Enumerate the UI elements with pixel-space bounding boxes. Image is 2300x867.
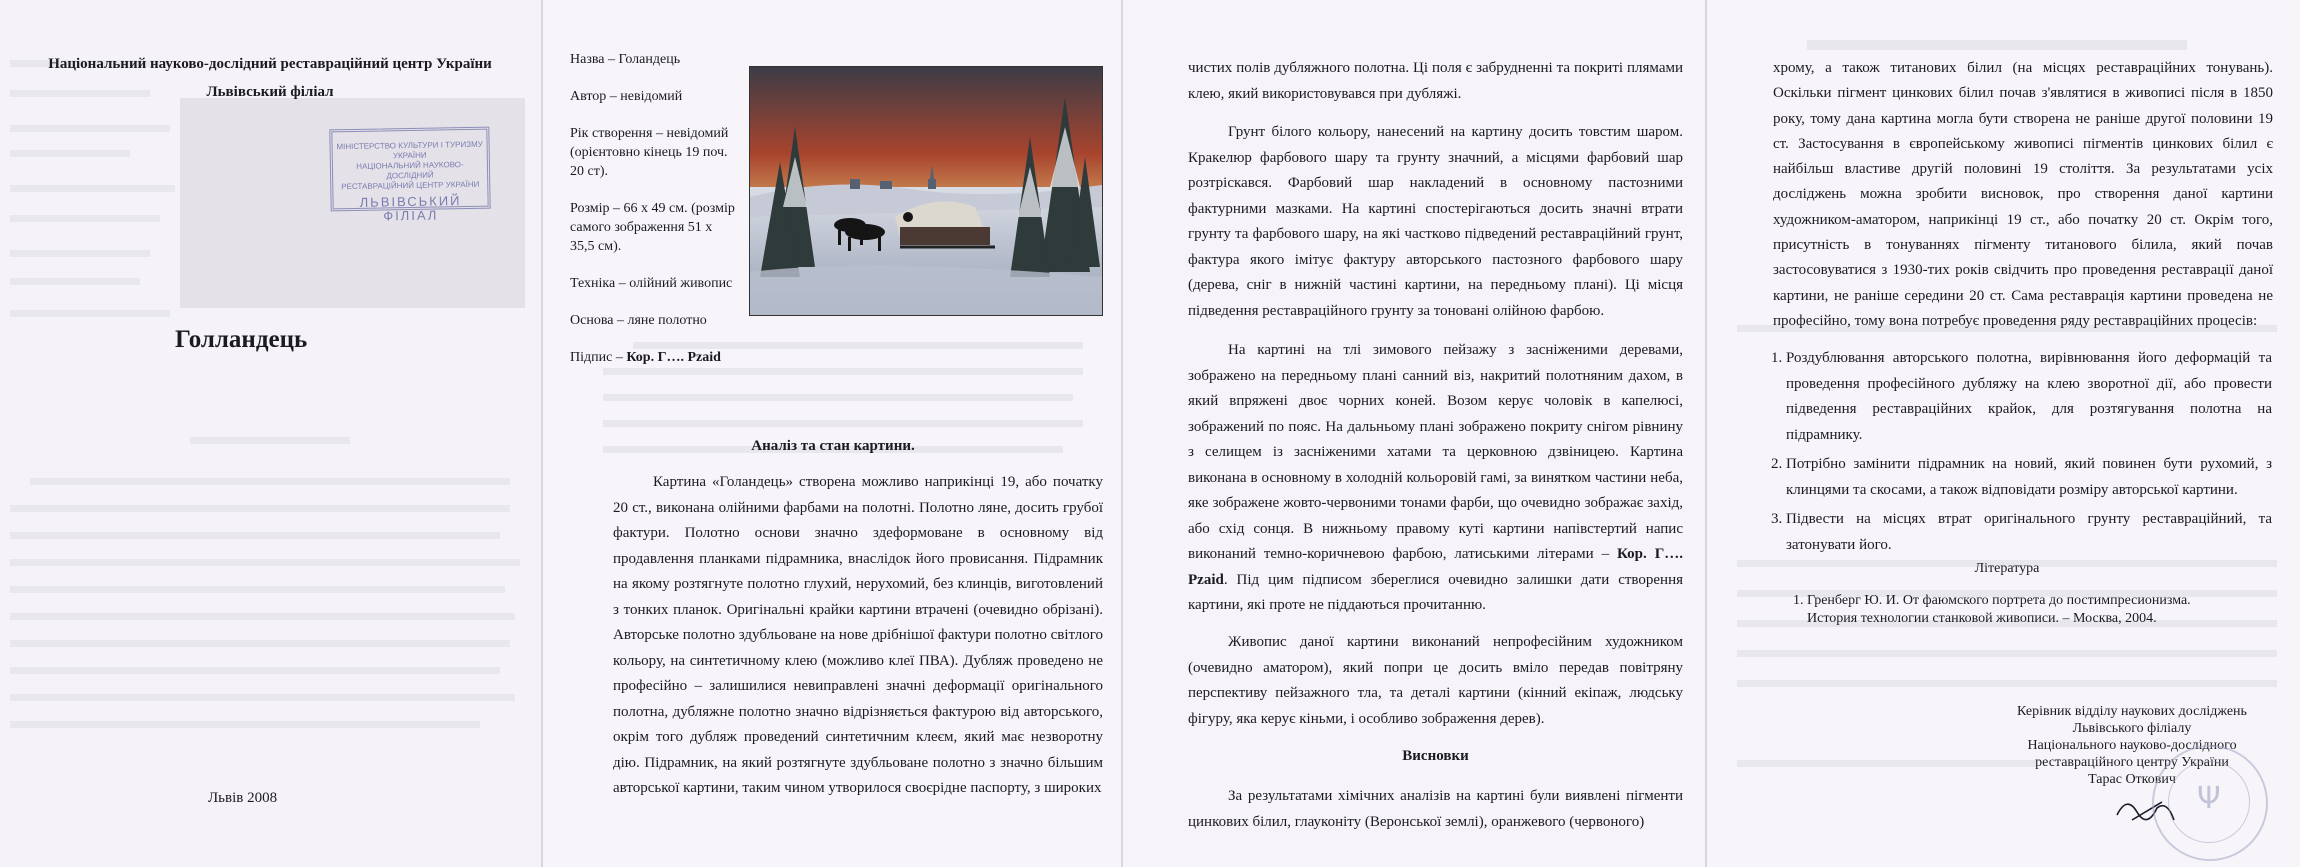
official-seal bbox=[2152, 745, 2268, 861]
process-item: 3. Підвести на місцях втрат оригінального грунту реставраційний, та затонувати його. bbox=[1786, 507, 2272, 558]
paragraph-scene bbox=[1188, 338, 1683, 619]
signature-line: реставраційного центру України bbox=[2035, 755, 2229, 770]
spec-size: Розмір – 66 x 49 см. (розмір самого зображення 51 x 35,5 см). bbox=[570, 201, 735, 254]
scene-text: На картині на тлі зимового пейзажу з засніженими деревами, зображено на передньому плані санний віз, накритий полотняним дахом, в який впряжені двоє чорних коней. Возом керує чоловік в капелюсі, зображений по пояс. На дальньому плані зображено покриту снігом рівнину з селищем із засніженими хатами та церковною дзвіницею. Картина виконана в основному в холодній кольоровій гамі, за винятком частини неба, яке зображене жовто-червоними тонами фарби, що очевидно зображає захід, або схід сонця. В нижньому правому куті картини напівстертий напис виконаний темно-коричневою фарбою, латиськими літерами – bbox=[1188, 342, 1683, 562]
document-page-title bbox=[0, 0, 543, 867]
signature-line: Керівник відділу наукових досліджень bbox=[2017, 704, 2247, 719]
trident-emblem-icon: Ψ bbox=[2197, 781, 2221, 816]
conclusions-heading: Висновки bbox=[1402, 748, 1469, 764]
institution-stamp bbox=[329, 127, 490, 224]
spec-signature bbox=[570, 348, 740, 367]
paragraph-pigments: хрому, а також титанових білил (на місцях реставраційних тонувань). Оскільки пігмент цинкових білил почав з'являтися в живописі після в 1850 року, тому дана картина могла бути створена не раніше другої половини 19 ст. Застосування в європейському живописі пігментів цинкових білил є найбільш властиве другій половині 19 століття. За результатами усіх досліджень можна зробити висновок, про створення даної картини художником-аматором, наприкінці 19 ст., або початку 20 ст. Окрім того, присутність в тонуваннях пігменту титанового білила, який почав застосовуватися з 1930-тих років свідчить про проведення реставрації даної картини, не раніше середини 20 ст. Сама реставрація картини проведена не професійно, тому вона потребує проведення ряду реставраційних процесів: bbox=[1773, 60, 2273, 329]
document-page-conclusions bbox=[1707, 0, 2300, 867]
spec-signature-value: Кор. Г…. Pzaid bbox=[626, 350, 721, 365]
process-item: 1. Роздублювання авторського полотна, вирівнювання його деформацій та проведення професійного дубляжу на клею зворотної дії, або провести підведення реставраційних крайок, для розтягування полотна на підрамнику. bbox=[1786, 346, 2272, 448]
stamp-line: РЕСТАВРАЦІЙНИЙ ЦЕНТР УКРАЇНИ bbox=[341, 179, 480, 192]
document-page-description bbox=[1123, 0, 1707, 867]
painting-photo bbox=[749, 66, 1103, 316]
signature-line: Львівського філіалу bbox=[2072, 721, 2192, 736]
institution-name: Національний науково-дослідний реставраційний центр України bbox=[48, 56, 492, 72]
stamp-line: МІНІСТЕРСТВО КУЛЬТУРИ І ТУРИЗМУ УКРАЇНИ bbox=[336, 139, 483, 161]
inscription-text: Кор. Г…. Pzaid bbox=[1188, 546, 1684, 588]
spec-signature-label: Підпис – bbox=[570, 350, 627, 365]
signature-line: Національного науково-дослідного bbox=[2027, 738, 2237, 753]
document-page-analysis bbox=[543, 0, 1123, 867]
paragraph-conclusions: За результатами хімічних аналізів на картині були виявлені пігменти цинкових білил, глауконіту (Веронської землі), оранжевого (червоного) bbox=[1188, 788, 1683, 830]
signature-line: Тарас Откович bbox=[2088, 772, 2176, 787]
scene-text-end: . Під цим підписом збереглися очевидно залишки дати створення картини, які проте не піддаються прочитанню. bbox=[1188, 571, 1683, 613]
spec-base: Основа – ляне полотно bbox=[570, 313, 707, 328]
analysis-paragraph: Картина «Голандець» створена можливо наприкінці 19, або початку 20 ст., виконана олійними фарбами на полотні. Полотно ляне, досить грубої фактури. Полотно основи значно здеформоване в основному від продавлення планками підрамника, внаслідок його провисання. Підрамник на якому розтягнуте полотно глухий, нерухомий, без клинців, виготовлений з тонких планок. Оригінальні крайки картини втрачені (очевидно обрізані). Авторське полотно здубльоване на нове дрібнішої фактури полотно світлого кольору, на синтетичному клею (можливо клеї ПВА). Дубляж проведено не професійно – залишилися невиправлені значні деформації оригінального полотна, дубляжне полотно значно відрізняється фактурою від авторського, окрім того дубляж проведений синтетичним клеєм, який має незворотну дію. Підрамник, на який розтягнуте здубльоване полотно з значно більшим авторської картини, таким чином утворилося своєрідне паспорту, з широких bbox=[613, 474, 1103, 796]
process-list bbox=[1752, 346, 2272, 562]
spec-technique: Техніка – олійний живопис bbox=[570, 276, 733, 291]
paragraph-style: Живопис даної картини виконаний непрофесійним художником (очевидно аматором), який попри це досить вміло передав повітряну перспективу пейзажного тла, та деталі картини (кінний екіпаж, людську фігуру, яка керує кіньми, і особливо зображення дерев). bbox=[1188, 634, 1683, 727]
specs-list bbox=[570, 50, 740, 367]
stamp-line: НАЦІОНАЛЬНИЙ НАУКОВО-ДОСЛІДНИЙ bbox=[356, 160, 464, 181]
city-year: Львів 2008 bbox=[208, 790, 278, 806]
analysis-heading: Аналіз та стан картини. bbox=[751, 438, 915, 454]
paragraph-intro: чистих полів дубляжного полотна. Ці поля є забрудненні та покриті плямами клею, який використовувався при дубляжі. bbox=[1188, 60, 1683, 102]
literature-item: 1. Гренберг Ю. И. От фаюмского портрета до постимпресионизма. История технологии станковой живописи. – Москва, 2004. bbox=[1807, 592, 2227, 628]
paragraph-ground: Грунт білого кольору, нанесений на картину досить товстим шаром. Кракелюр фарбового шару та грунту значний, а місцями фарбовий шар розтріскався. Фарбовий шар накладений в основному пастозними фактурними мазками. На картині спостерігаються досить значні втрати грунту та фарбового шару, на які частково підведений реставраційний грунт, фактура якого імітує фактуру авторського пастозного фарбового шару (дерева, сніг в нижній частині картини, на передньому плані). Ці місця підведення реставраційного грунту за тоновані олійною фарбою. bbox=[1188, 124, 1683, 319]
stamp-branch: ЛЬВІВСЬКИЙ ФІЛІАЛ bbox=[359, 193, 462, 224]
branch-name: Львівський філіал bbox=[206, 84, 334, 100]
document-title: Голландець bbox=[175, 326, 308, 353]
literature-heading: Література bbox=[1974, 561, 2040, 576]
spec-author: Автор – невідомий bbox=[570, 89, 683, 104]
literature-list bbox=[1787, 592, 2227, 632]
spec-year: Рік створення – невідомий (орієнтовно кінець 19 поч. 20 ст). bbox=[570, 126, 729, 179]
process-item: 2. Потрібно замінити підрамник на новий, який повинен бути рухомий, з клинцями та скосами, а також відповідати розміру авторської картини. bbox=[1786, 452, 2272, 503]
spec-title: Назва – Голандець bbox=[570, 52, 681, 67]
